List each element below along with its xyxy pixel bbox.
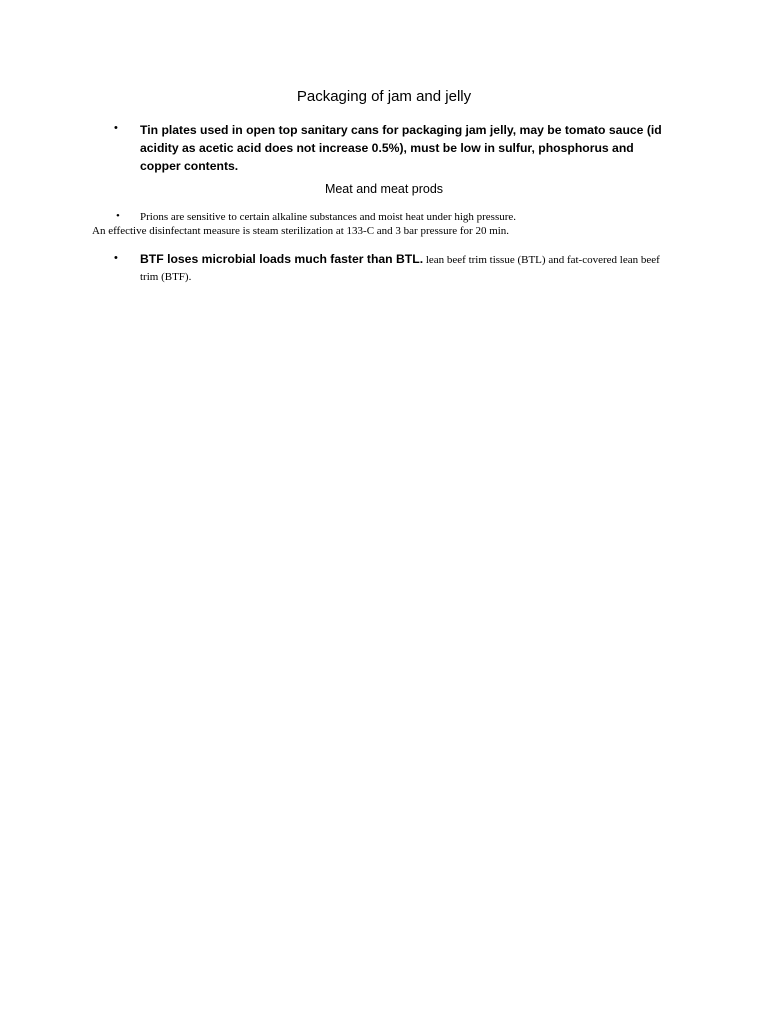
bullet-marker: •: [114, 122, 118, 134]
list-item-prions: Prions are sensitive to certain alkaline substances and moist heat under high pressure.: [140, 211, 517, 223]
bullet-marker: •: [116, 210, 120, 222]
list-item-btf: [140, 251, 680, 286]
list-item-btf-lead: BTF loses microbial loads much faster than BTL.: [140, 252, 424, 266]
document-title: Packaging of jam and jelly: [296, 88, 472, 105]
bullet-marker: •: [114, 252, 118, 264]
section-heading-meat: Meat and meat prods: [324, 182, 444, 196]
list-item-btf-text: lean beef trim tissue (BTL) and fat-covered lean beef trim (BTF).: [140, 254, 660, 283]
list-item-prions-continuation: An effective disinfectant measure is steam sterilization at 133-C and 3 bar pressure for 20 min.: [92, 225, 510, 237]
list-item-tin-plates: Tin plates used in open top sanitary cans for packaging jam jelly, may be tomato sauce (id acidity as acetic acid does not increase 0.5%), must be low in sulfur, phosphorus and copper contents.: [140, 123, 662, 173]
